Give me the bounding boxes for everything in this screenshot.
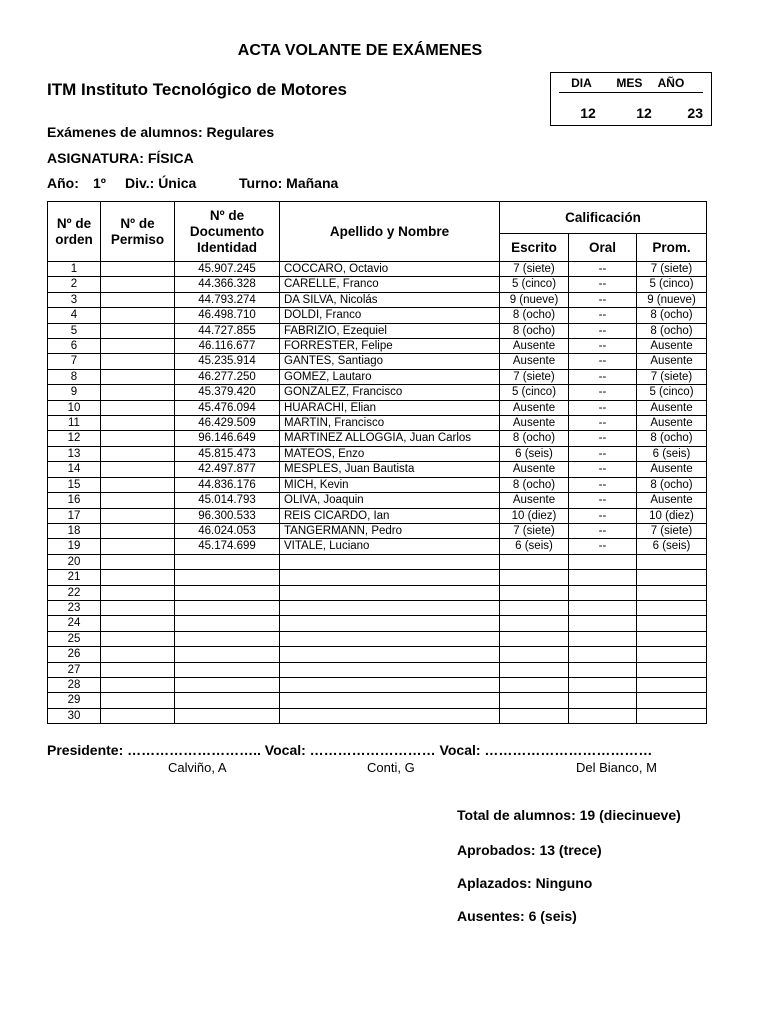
- cell-escrito: Ausente: [500, 400, 569, 415]
- cell-oral: --: [569, 385, 637, 400]
- cell-permiso: [101, 462, 175, 477]
- cell-escrito: 5 (cinco): [500, 277, 569, 292]
- cell-prom: [637, 570, 707, 585]
- cell-escrito: [500, 647, 569, 662]
- cell-prom: Ausente: [637, 339, 707, 354]
- cell-nombre: [280, 554, 500, 569]
- cell-documento: 45.907.245: [175, 262, 280, 277]
- cell-permiso: [101, 600, 175, 615]
- presidente-name: Calviño, A: [168, 760, 227, 775]
- cell-documento: [175, 616, 280, 631]
- header-orden: Nº de orden: [48, 202, 101, 262]
- cell-nombre: MESPLES, Juan Bautista: [280, 462, 500, 477]
- cell-permiso: [101, 416, 175, 431]
- table-row: [48, 400, 707, 415]
- cell-prom: 5 (cinco): [637, 385, 707, 400]
- cell-orden: 2: [48, 277, 101, 292]
- document-title: ACTA VOLANTE DE EXÁMENES: [237, 42, 483, 59]
- cell-orden: 28: [48, 677, 101, 692]
- cell-escrito: Ausente: [500, 339, 569, 354]
- cell-orden: 10: [48, 400, 101, 415]
- cell-nombre: DOLDI, Franco: [280, 308, 500, 323]
- cell-permiso: [101, 339, 175, 354]
- cell-documento: 96.300.533: [175, 508, 280, 523]
- cell-prom: 10 (diez): [637, 508, 707, 523]
- cell-permiso: [101, 647, 175, 662]
- exam-type: Exámenes de alumnos: Regulares: [47, 124, 275, 140]
- cell-documento: [175, 647, 280, 662]
- table-row: [48, 477, 707, 492]
- subject: ASIGNATURA: FÍSICA: [47, 150, 194, 166]
- cell-escrito: 8 (ocho): [500, 477, 569, 492]
- header-permiso: Nº de Permiso: [101, 202, 175, 262]
- cell-oral: --: [569, 416, 637, 431]
- cell-escrito: 7 (siete): [500, 369, 569, 384]
- year-value: 1º: [93, 175, 106, 191]
- cell-nombre: [280, 631, 500, 646]
- cell-documento: 46.429.509: [175, 416, 280, 431]
- cell-permiso: [101, 708, 175, 723]
- cell-orden: 23: [48, 600, 101, 615]
- cell-permiso: [101, 554, 175, 569]
- absent-count: Ausentes: 6 (seis): [457, 908, 577, 924]
- cell-escrito: Ausente: [500, 416, 569, 431]
- cell-oral: --: [569, 262, 637, 277]
- cell-nombre: FORRESTER, Felipe: [280, 339, 500, 354]
- cell-escrito: [500, 616, 569, 631]
- vocal1-name: Conti, G: [367, 760, 415, 775]
- cell-nombre: FABRIZIO, Ezequiel: [280, 323, 500, 338]
- division: Div.: Única: [125, 175, 197, 191]
- cell-oral: [569, 616, 637, 631]
- cell-documento: 45.476.094: [175, 400, 280, 415]
- cell-escrito: 10 (diez): [500, 508, 569, 523]
- table-row: [48, 662, 707, 677]
- cell-oral: [569, 708, 637, 723]
- month-value: 12: [636, 105, 652, 121]
- cell-orden: 17: [48, 508, 101, 523]
- cell-prom: [637, 616, 707, 631]
- cell-nombre: [280, 693, 500, 708]
- cell-nombre: MATEOS, Enzo: [280, 446, 500, 461]
- cell-prom: 7 (siete): [637, 369, 707, 384]
- table-row: [48, 600, 707, 615]
- table-row: [48, 292, 707, 307]
- cell-oral: --: [569, 539, 637, 554]
- cell-escrito: [500, 693, 569, 708]
- table-row: [48, 708, 707, 723]
- cell-orden: 21: [48, 570, 101, 585]
- cell-documento: 45.014.793: [175, 493, 280, 508]
- cell-nombre: [280, 677, 500, 692]
- cell-oral: --: [569, 354, 637, 369]
- day-label: DIA: [571, 76, 592, 90]
- cell-escrito: 7 (siete): [500, 523, 569, 538]
- cell-prom: [637, 693, 707, 708]
- cell-orden: 11: [48, 416, 101, 431]
- cell-escrito: [500, 585, 569, 600]
- deferred-count: Aplazados: Ninguno: [457, 875, 593, 891]
- cell-nombre: [280, 616, 500, 631]
- cell-permiso: [101, 477, 175, 492]
- cell-escrito: 8 (ocho): [500, 323, 569, 338]
- table-row: [48, 554, 707, 569]
- institution-name: ITM Instituto Tecnológico de Motores: [47, 80, 348, 99]
- cell-prom: Ausente: [637, 354, 707, 369]
- table-row: [48, 262, 707, 277]
- cell-permiso: [101, 493, 175, 508]
- cell-documento: [175, 677, 280, 692]
- cell-permiso: [101, 508, 175, 523]
- cell-escrito: [500, 708, 569, 723]
- cell-documento: 45.235.914: [175, 354, 280, 369]
- cell-prom: 9 (nueve): [637, 292, 707, 307]
- cell-orden: 8: [48, 369, 101, 384]
- grades-table: [47, 201, 707, 724]
- cell-escrito: [500, 677, 569, 692]
- cell-orden: 16: [48, 493, 101, 508]
- cell-orden: 3: [48, 292, 101, 307]
- cell-nombre: GONZALEZ, Francisco: [280, 385, 500, 400]
- table-row: [48, 523, 707, 538]
- cell-nombre: [280, 647, 500, 662]
- cell-escrito: [500, 554, 569, 569]
- year-value: 23: [687, 105, 703, 121]
- table-row: [48, 539, 707, 554]
- signature-line: Presidente: ……………………….. Vocal: ……………………… Vocal: ………………………………: [47, 742, 653, 758]
- cell-permiso: [101, 631, 175, 646]
- cell-documento: 45.379.420: [175, 385, 280, 400]
- table-row: [48, 431, 707, 446]
- cell-permiso: [101, 385, 175, 400]
- cell-orden: 25: [48, 631, 101, 646]
- cell-orden: 13: [48, 446, 101, 461]
- approved-count: Aprobados: 13 (trece): [457, 842, 602, 858]
- cell-oral: --: [569, 292, 637, 307]
- cell-documento: [175, 708, 280, 723]
- cell-oral: [569, 631, 637, 646]
- cell-permiso: [101, 570, 175, 585]
- cell-documento: 45.815.473: [175, 446, 280, 461]
- cell-documento: 46.116.677: [175, 339, 280, 354]
- cell-orden: 26: [48, 647, 101, 662]
- cell-permiso: [101, 308, 175, 323]
- cell-oral: [569, 570, 637, 585]
- cell-oral: [569, 677, 637, 692]
- table-body: [48, 262, 707, 724]
- cell-orden: 6: [48, 339, 101, 354]
- cell-documento: [175, 600, 280, 615]
- month-label: MES: [616, 76, 643, 90]
- cell-permiso: [101, 369, 175, 384]
- table-row: [48, 508, 707, 523]
- cell-prom: [637, 631, 707, 646]
- cell-nombre: GANTES, Santiago: [280, 354, 500, 369]
- cell-permiso: [101, 262, 175, 277]
- date-divider: [559, 92, 703, 93]
- header-calificacion: Calificación: [500, 202, 707, 234]
- cell-escrito: 5 (cinco): [500, 385, 569, 400]
- date-header-row: [551, 76, 711, 90]
- shift: Turno: Mañana: [239, 175, 339, 191]
- cell-orden: 4: [48, 308, 101, 323]
- header-documento: Nº de Documento Identidad: [175, 202, 280, 262]
- cell-documento: [175, 662, 280, 677]
- cell-prom: Ausente: [637, 493, 707, 508]
- cell-oral: --: [569, 477, 637, 492]
- cell-permiso: [101, 277, 175, 292]
- cell-escrito: [500, 570, 569, 585]
- cell-prom: [637, 708, 707, 723]
- cell-nombre: COCCARO, Octavio: [280, 262, 500, 277]
- cell-orden: 22: [48, 585, 101, 600]
- vocal2-name: Del Bianco, M: [576, 760, 657, 775]
- header-nombre: Apellido y Nombre: [280, 202, 500, 262]
- table-row: [48, 323, 707, 338]
- table-row: [48, 462, 707, 477]
- cell-prom: Ausente: [637, 400, 707, 415]
- cell-prom: 8 (ocho): [637, 308, 707, 323]
- header-escrito: Escrito: [500, 234, 569, 262]
- cell-nombre: MARTIN, Francisco: [280, 416, 500, 431]
- cell-oral: --: [569, 369, 637, 384]
- course-info: [47, 175, 338, 191]
- cell-prom: 6 (seis): [637, 446, 707, 461]
- cell-documento: 44.366.328: [175, 277, 280, 292]
- cell-nombre: CARELLE, Franco: [280, 277, 500, 292]
- cell-prom: [637, 585, 707, 600]
- cell-permiso: [101, 616, 175, 631]
- cell-nombre: VITALE, Luciano: [280, 539, 500, 554]
- cell-documento: [175, 554, 280, 569]
- cell-oral: --: [569, 339, 637, 354]
- cell-orden: 20: [48, 554, 101, 569]
- header-oral: Oral: [569, 234, 637, 262]
- cell-prom: 8 (ocho): [637, 323, 707, 338]
- cell-oral: --: [569, 308, 637, 323]
- year-label: Año:: [47, 175, 79, 191]
- table-row: [48, 493, 707, 508]
- cell-permiso: [101, 400, 175, 415]
- cell-oral: --: [569, 323, 637, 338]
- cell-nombre: [280, 708, 500, 723]
- cell-nombre: [280, 570, 500, 585]
- total-students: Total de alumnos: 19 (diecinueve): [457, 807, 681, 823]
- cell-permiso: [101, 677, 175, 692]
- cell-escrito: 8 (ocho): [500, 431, 569, 446]
- cell-orden: 1: [48, 262, 101, 277]
- table-row: [48, 446, 707, 461]
- cell-orden: 24: [48, 616, 101, 631]
- cell-documento: [175, 570, 280, 585]
- cell-oral: [569, 662, 637, 677]
- cell-nombre: TANGERMANN, Pedro: [280, 523, 500, 538]
- cell-permiso: [101, 585, 175, 600]
- cell-oral: [569, 647, 637, 662]
- cell-orden: 30: [48, 708, 101, 723]
- cell-escrito: [500, 631, 569, 646]
- table-row: [48, 339, 707, 354]
- cell-permiso: [101, 446, 175, 461]
- cell-oral: --: [569, 431, 637, 446]
- cell-escrito: 6 (seis): [500, 539, 569, 554]
- header-prom: Prom.: [637, 234, 707, 262]
- table-row: [48, 385, 707, 400]
- cell-documento: [175, 631, 280, 646]
- date-value-row: [551, 105, 711, 121]
- cell-oral: --: [569, 508, 637, 523]
- cell-orden: 19: [48, 539, 101, 554]
- table-row: [48, 570, 707, 585]
- cell-permiso: [101, 539, 175, 554]
- cell-documento: 46.024.053: [175, 523, 280, 538]
- cell-nombre: [280, 585, 500, 600]
- cell-documento: 42.497.877: [175, 462, 280, 477]
- cell-prom: 7 (siete): [637, 523, 707, 538]
- cell-escrito: 7 (siete): [500, 262, 569, 277]
- cell-prom: [637, 647, 707, 662]
- table-row: [48, 677, 707, 692]
- cell-orden: 18: [48, 523, 101, 538]
- table-row: [48, 416, 707, 431]
- cell-orden: 15: [48, 477, 101, 492]
- cell-orden: 7: [48, 354, 101, 369]
- cell-escrito: [500, 600, 569, 615]
- table-row: [48, 616, 707, 631]
- cell-nombre: DA SILVA, Nicolás: [280, 292, 500, 307]
- cell-prom: [637, 600, 707, 615]
- cell-permiso: [101, 354, 175, 369]
- table-row: [48, 369, 707, 384]
- cell-nombre: MICH, Kevin: [280, 477, 500, 492]
- cell-documento: 46.498.710: [175, 308, 280, 323]
- cell-documento: 45.174.699: [175, 539, 280, 554]
- cell-escrito: 8 (ocho): [500, 308, 569, 323]
- cell-prom: 8 (ocho): [637, 431, 707, 446]
- day-value: 12: [580, 105, 596, 121]
- cell-documento: 44.836.176: [175, 477, 280, 492]
- cell-permiso: [101, 292, 175, 307]
- cell-documento: 44.793.274: [175, 292, 280, 307]
- cell-prom: Ausente: [637, 416, 707, 431]
- cell-permiso: [101, 693, 175, 708]
- cell-oral: [569, 693, 637, 708]
- cell-prom: 8 (ocho): [637, 477, 707, 492]
- cell-permiso: [101, 662, 175, 677]
- table-row: [48, 693, 707, 708]
- cell-prom: [637, 677, 707, 692]
- cell-permiso: [101, 323, 175, 338]
- cell-oral: --: [569, 277, 637, 292]
- cell-oral: --: [569, 523, 637, 538]
- cell-oral: [569, 600, 637, 615]
- table-row: [48, 647, 707, 662]
- cell-oral: [569, 554, 637, 569]
- cell-oral: --: [569, 446, 637, 461]
- cell-prom: Ausente: [637, 462, 707, 477]
- cell-escrito: Ausente: [500, 493, 569, 508]
- cell-escrito: 6 (seis): [500, 446, 569, 461]
- table-row: [48, 277, 707, 292]
- cell-documento: [175, 693, 280, 708]
- cell-documento: [175, 585, 280, 600]
- cell-nombre: GOMEZ, Lautaro: [280, 369, 500, 384]
- table-row: [48, 585, 707, 600]
- cell-prom: [637, 554, 707, 569]
- cell-orden: 29: [48, 693, 101, 708]
- cell-prom: 7 (siete): [637, 262, 707, 277]
- cell-documento: 96.146.649: [175, 431, 280, 446]
- cell-prom: 6 (seis): [637, 539, 707, 554]
- table-row: [48, 354, 707, 369]
- cell-permiso: [101, 431, 175, 446]
- cell-nombre: [280, 600, 500, 615]
- cell-oral: [569, 585, 637, 600]
- table-row: [48, 631, 707, 646]
- cell-escrito: Ausente: [500, 354, 569, 369]
- cell-nombre: HUARACHI, Elian: [280, 400, 500, 415]
- cell-oral: --: [569, 400, 637, 415]
- cell-nombre: OLIVA, Joaquin: [280, 493, 500, 508]
- cell-escrito: Ausente: [500, 462, 569, 477]
- cell-permiso: [101, 523, 175, 538]
- cell-nombre: MARTINEZ ALLOGGIA, Juan Carlos: [280, 431, 500, 446]
- cell-oral: --: [569, 462, 637, 477]
- cell-prom: [637, 662, 707, 677]
- cell-orden: 27: [48, 662, 101, 677]
- cell-nombre: REIS CICARDO, Ian: [280, 508, 500, 523]
- cell-documento: 44.727.855: [175, 323, 280, 338]
- cell-escrito: [500, 662, 569, 677]
- cell-prom: 5 (cinco): [637, 277, 707, 292]
- cell-oral: --: [569, 493, 637, 508]
- cell-orden: 12: [48, 431, 101, 446]
- cell-escrito: 9 (nueve): [500, 292, 569, 307]
- table-row: [48, 308, 707, 323]
- cell-orden: 9: [48, 385, 101, 400]
- date-box: [550, 72, 712, 126]
- cell-nombre: [280, 662, 500, 677]
- cell-orden: 5: [48, 323, 101, 338]
- year-label: AÑO: [657, 76, 685, 90]
- cell-documento: 46.277.250: [175, 369, 280, 384]
- cell-orden: 14: [48, 462, 101, 477]
